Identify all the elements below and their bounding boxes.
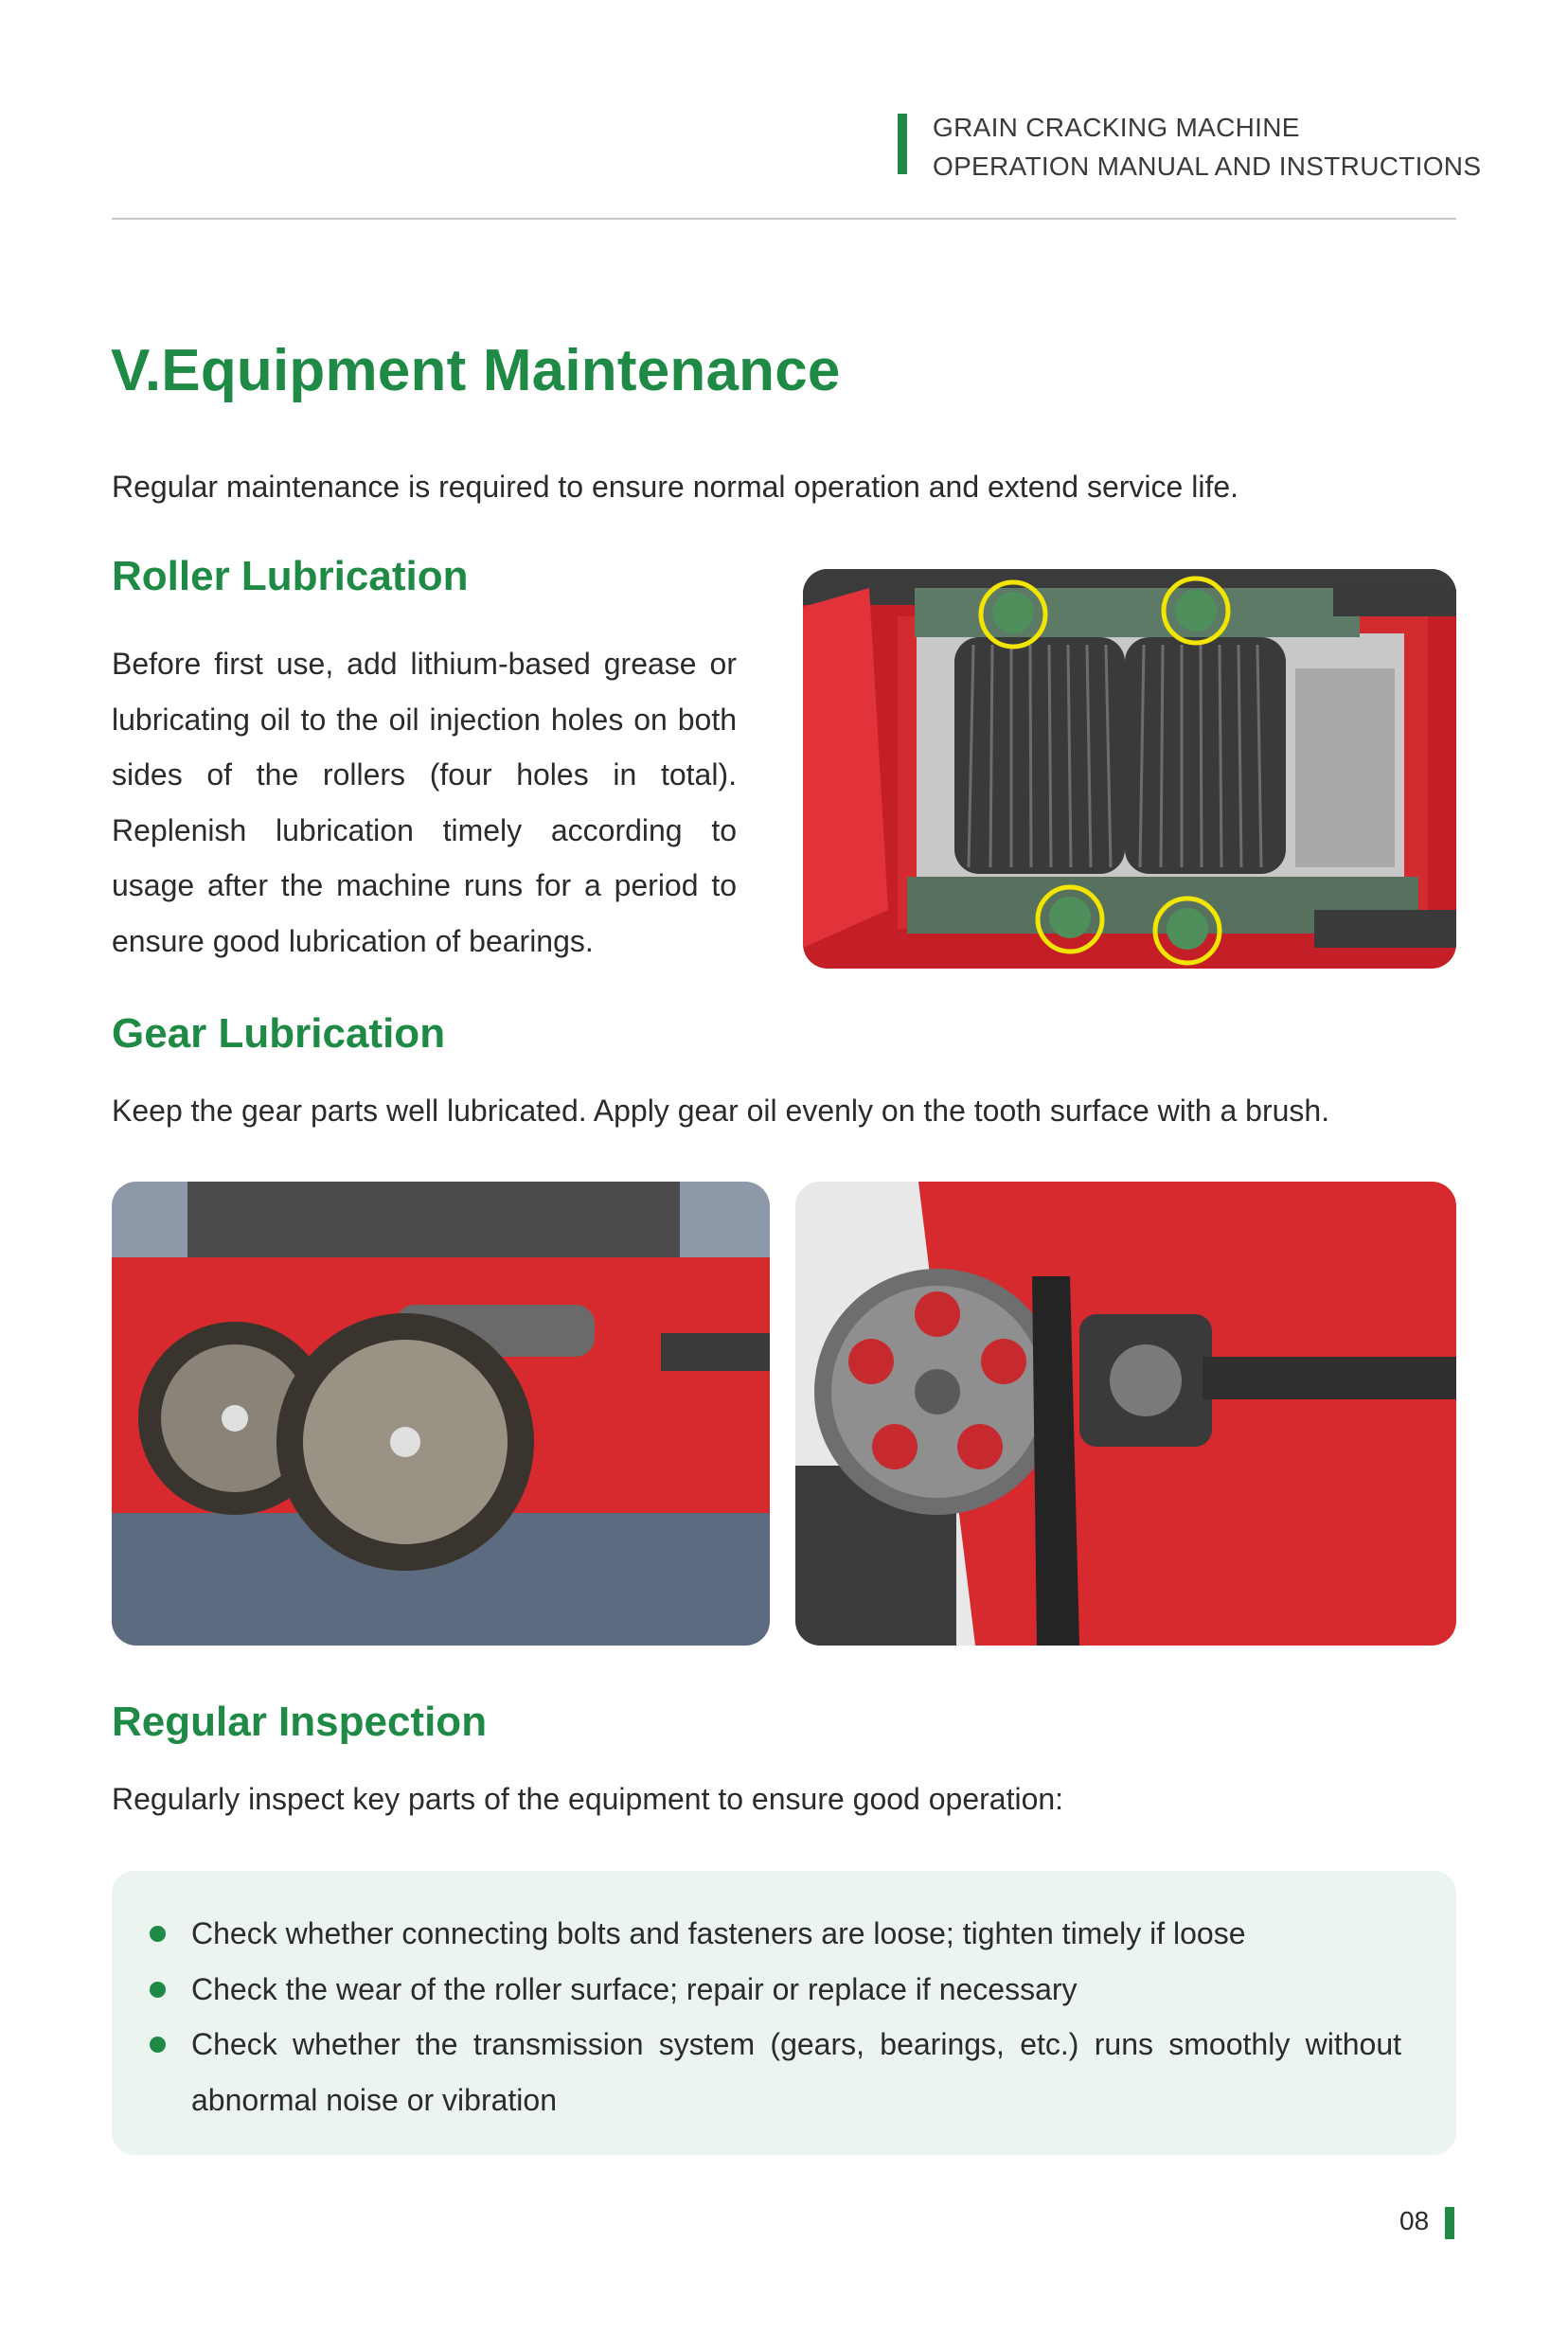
roller-lubrication-heading: Roller Lubrication bbox=[112, 553, 469, 599]
bullet-icon bbox=[150, 2037, 166, 2053]
page-number-accent-bar bbox=[1445, 2207, 1454, 2239]
regular-inspection-heading: Regular Inspection bbox=[112, 1699, 488, 1745]
inspection-checklist bbox=[142, 1906, 1401, 2127]
list-item bbox=[142, 1906, 1401, 1962]
list-item bbox=[142, 1962, 1401, 2018]
list-item-text: Check whether the transmission system (gears, bearings, etc.) runs smoothly without abnormal noise or vibration bbox=[191, 2027, 1401, 2117]
gear-lubrication-body: Keep the gear parts well lubricated. Apply gear oil evenly on the tooth surface with a brush. bbox=[112, 1094, 1330, 1128]
page-title: V.Equipment Maintenance bbox=[111, 338, 841, 403]
gear-lubrication-heading: Gear Lubrication bbox=[112, 1010, 446, 1057]
list-item-text: Check the wear of the roller surface; repair or replace if necessary bbox=[191, 1971, 1078, 2006]
running-header bbox=[933, 108, 1481, 186]
bullet-icon bbox=[150, 1982, 166, 1998]
gear-photo-right bbox=[795, 1182, 1456, 1646]
regular-inspection-intro: Regularly inspect key parts of the equipment to ensure good operation: bbox=[112, 1782, 1064, 1816]
intro-paragraph: Regular maintenance is required to ensure normal operation and extend service life. bbox=[112, 470, 1239, 504]
roller-lubrication-body: Before first use, add lithium-based grease or lubricating oil to the oil injection holes on both sides of the rollers (four holes in total). Replenish lubrication timely according to usage after the machine runs for a period to ensure good lubrication of bearings. bbox=[112, 647, 737, 958]
header-line-2: OPERATION MANUAL AND INSTRUCTIONS bbox=[933, 151, 1482, 181]
header-line-1: GRAIN CRACKING MACHINE bbox=[933, 113, 1300, 142]
list-item bbox=[142, 2017, 1401, 2127]
roller-photo bbox=[803, 569, 1456, 969]
list-item-text: Check whether connecting bolts and fasteners are loose; tighten timely if loose bbox=[191, 1916, 1246, 1950]
header-divider bbox=[112, 218, 1456, 220]
gear-photo-left bbox=[112, 1182, 770, 1646]
bullet-icon bbox=[150, 1926, 166, 1942]
page-number: 08 bbox=[1399, 2206, 1430, 2235]
header-accent-bar bbox=[898, 114, 907, 174]
